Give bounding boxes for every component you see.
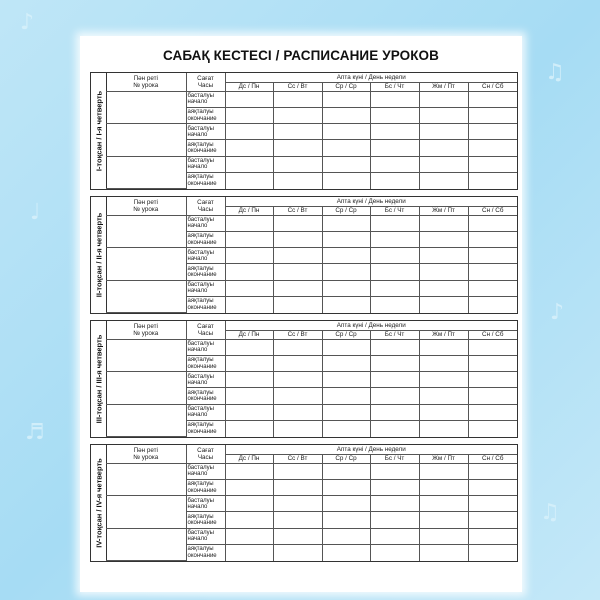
schedule-cell[interactable] [322, 248, 370, 264]
time-label-ru: начало [187, 536, 208, 543]
schedule-cell[interactable] [225, 339, 273, 355]
quarter-label [91, 445, 107, 561]
schedule-cell[interactable] [322, 264, 370, 280]
header-text: Пән реті [133, 198, 158, 206]
schedule-cell[interactable] [370, 355, 419, 371]
end-time-label [186, 296, 225, 312]
schedule-cell[interactable] [225, 140, 273, 156]
schedule-cell[interactable] [419, 355, 468, 371]
schedule-cell[interactable] [419, 496, 468, 512]
schedule-cell[interactable] [370, 264, 419, 280]
start-time-label [186, 339, 225, 355]
schedule-cell[interactable] [370, 124, 419, 140]
time-label-kz: басталуы [187, 217, 214, 224]
schedule-cell[interactable] [468, 107, 517, 123]
hours-header [186, 321, 225, 339]
schedule-cell[interactable] [225, 496, 273, 512]
schedule-cell[interactable] [273, 231, 322, 247]
schedule-cell[interactable] [419, 372, 468, 388]
start-time-label [186, 463, 225, 479]
schedule-cell[interactable] [322, 355, 370, 371]
header-text: Сағат [197, 322, 214, 330]
day-header: Дс / Пн [225, 82, 273, 91]
lesson-number-cell[interactable] [106, 248, 186, 280]
start-time-label [186, 404, 225, 420]
header-text: Сағат [197, 198, 214, 206]
end-time-label [186, 107, 225, 123]
schedule-cell[interactable] [273, 248, 322, 264]
time-label-kz: аяқталуы [187, 513, 214, 520]
time-label-kz: басталуы [187, 465, 214, 472]
header-text: Пән реті [133, 322, 158, 330]
schedule-cell[interactable] [273, 388, 322, 404]
schedule-cell[interactable] [322, 420, 370, 436]
schedule-cell[interactable] [273, 124, 322, 140]
schedule-cell[interactable] [370, 463, 419, 479]
header-text: № урока [133, 205, 159, 213]
schedule-cell[interactable] [419, 280, 468, 296]
time-label-ru: окончание [187, 395, 217, 402]
lesson-number-cell[interactable] [106, 124, 186, 156]
schedule-cell[interactable] [370, 404, 419, 420]
schedule-cell[interactable] [273, 156, 322, 172]
schedule-cell[interactable] [370, 215, 419, 231]
schedule-cell[interactable] [419, 248, 468, 264]
start-time-label [186, 280, 225, 296]
day-header: Ср / Ср [322, 82, 370, 91]
schedule-cell[interactable] [468, 231, 517, 247]
schedule-cell[interactable] [419, 215, 468, 231]
schedule-cell[interactable] [468, 355, 517, 371]
quarter-label [91, 321, 107, 437]
time-label-kz: аяқталуы [187, 265, 214, 272]
schedule-cell[interactable] [419, 296, 468, 312]
quarter-block-1 [90, 72, 518, 190]
schedule-cell[interactable] [273, 372, 322, 388]
time-label-ru: окончание [187, 552, 217, 559]
schedule-cell[interactable] [225, 156, 273, 172]
quarter-label-text: I-тоқсан / I-я четверть [94, 90, 103, 172]
day-header: Сн / Сб [468, 82, 517, 91]
schedule-cell[interactable] [468, 528, 517, 544]
time-label-kz: аяқталуы [187, 546, 214, 553]
schedule-cell[interactable] [419, 420, 468, 436]
time-label-kz: басталуы [187, 497, 214, 504]
schedule-cell[interactable] [468, 156, 517, 172]
schedule-cell[interactable] [322, 156, 370, 172]
time-label-kz: басталуы [187, 249, 214, 256]
lesson-number-header [106, 73, 186, 91]
time-label-kz: басталуы [187, 157, 214, 164]
schedule-cell[interactable] [322, 372, 370, 388]
time-label-ru: окончание [187, 428, 217, 435]
quarter-label-text: IV-тоқсан / IV-я четверть [94, 458, 103, 548]
schedule-cell[interactable] [370, 248, 419, 264]
schedule-cell[interactable] [225, 355, 273, 371]
day-header: Бс / Чт [370, 82, 419, 91]
time-label-kz: басталуы [187, 529, 214, 536]
schedule-cell[interactable] [225, 372, 273, 388]
schedule-cell[interactable] [370, 140, 419, 156]
schedule-cell[interactable] [322, 528, 370, 544]
schedule-cell[interactable] [273, 339, 322, 355]
schedule-cell[interactable] [370, 528, 419, 544]
day-header: Ср / Ср [322, 206, 370, 215]
schedule-cell[interactable] [419, 339, 468, 355]
time-label-kz: басталуы [187, 281, 214, 288]
schedule-cell[interactable] [370, 388, 419, 404]
time-label-ru: начало [187, 164, 208, 171]
header-text: Часы [197, 453, 214, 461]
time-label-ru: начало [187, 503, 208, 510]
lesson-number-cell[interactable] [106, 528, 186, 560]
schedule-table [106, 73, 517, 189]
day-header: Сс / Вт [273, 206, 322, 215]
start-time-label [186, 124, 225, 140]
quarter-label [91, 197, 107, 313]
day-header: Сс / Вт [273, 330, 322, 339]
header-text: Часы [197, 329, 214, 337]
schedule-cell[interactable] [468, 404, 517, 420]
end-time-label [186, 479, 225, 495]
quarter-label-text: III-тоқсан / III-я четверть [94, 334, 103, 424]
start-time-label [186, 248, 225, 264]
time-label-ru: окончание [187, 487, 217, 494]
schedule-cell[interactable] [419, 172, 468, 188]
schedule-cell[interactable] [370, 372, 419, 388]
schedule-cell[interactable] [322, 463, 370, 479]
schedule-cell[interactable] [322, 91, 370, 107]
quarter-label-text: II-тоқсан / II-я четверть [94, 212, 103, 298]
schedule-cell[interactable] [273, 264, 322, 280]
day-header: Жм / Пт [419, 82, 468, 91]
schedule-cell[interactable] [419, 528, 468, 544]
day-header: Дс / Пн [225, 330, 273, 339]
schedule-cell[interactable] [419, 264, 468, 280]
day-header: Дс / Пн [225, 206, 273, 215]
weekday-header: Апта күні / День недели [225, 321, 517, 330]
schedule-cell[interactable] [322, 280, 370, 296]
lesson-number-header [106, 445, 186, 463]
schedule-cell[interactable] [468, 124, 517, 140]
schedule-cell[interactable] [322, 215, 370, 231]
time-label-ru: начало [187, 131, 208, 138]
start-time-label [186, 496, 225, 512]
schedule-cell[interactable] [322, 544, 370, 560]
schedule-cell[interactable] [370, 231, 419, 247]
schedule-table [106, 445, 517, 561]
schedule-cell[interactable] [370, 107, 419, 123]
schedule-cell[interactable] [273, 404, 322, 420]
schedule-cell[interactable] [322, 404, 370, 420]
lesson-number-cell[interactable] [106, 156, 186, 188]
time-label-ru: окончание [187, 147, 217, 154]
lesson-number-cell[interactable] [106, 496, 186, 528]
time-label-kz: аяқталуы [187, 174, 214, 181]
schedule-cell[interactable] [370, 512, 419, 528]
schedule-cell[interactable] [273, 479, 322, 495]
header-text: Пән реті [133, 74, 158, 82]
schedule-cell[interactable] [419, 156, 468, 172]
time-label-kz: аяқталуы [187, 422, 214, 429]
time-label-kz: аяқталуы [187, 357, 214, 364]
schedule-cell[interactable] [225, 296, 273, 312]
schedule-cell[interactable] [419, 231, 468, 247]
lesson-number-cell[interactable] [106, 280, 186, 312]
schedule-cell[interactable] [322, 296, 370, 312]
lesson-number-header [106, 321, 186, 339]
schedule-cell[interactable] [370, 172, 419, 188]
header-text: Сағат [197, 446, 214, 454]
schedule-cell[interactable] [419, 463, 468, 479]
time-label-kz: басталуы [187, 405, 214, 412]
schedule-cell[interactable] [273, 280, 322, 296]
schedule-cell[interactable] [225, 264, 273, 280]
end-time-label [186, 264, 225, 280]
schedule-cell[interactable] [322, 172, 370, 188]
schedule-cell[interactable] [225, 544, 273, 560]
schedule-cell[interactable] [273, 91, 322, 107]
header-text: № урока [133, 453, 159, 461]
schedule-cell[interactable] [322, 124, 370, 140]
schedule-cell[interactable] [370, 479, 419, 495]
hours-header [186, 445, 225, 463]
time-label-kz: аяқталуы [187, 233, 214, 240]
day-header: Бс / Чт [370, 206, 419, 215]
day-header: Ср / Ср [322, 454, 370, 463]
schedule-cell[interactable] [225, 107, 273, 123]
schedule-cell[interactable] [273, 463, 322, 479]
quarter-block-3 [90, 320, 518, 438]
start-time-label [186, 91, 225, 107]
schedule-cell[interactable] [468, 339, 517, 355]
schedule-cell[interactable] [468, 388, 517, 404]
schedule-cell[interactable] [273, 296, 322, 312]
lesson-number-cell[interactable] [106, 215, 186, 247]
day-header: Дс / Пн [225, 454, 273, 463]
time-label-ru: окончание [187, 115, 217, 122]
schedule-sheet [80, 36, 522, 592]
schedule-cell[interactable] [225, 404, 273, 420]
schedule-cell[interactable] [225, 248, 273, 264]
day-header: Жм / Пт [419, 206, 468, 215]
schedule-cell[interactable] [273, 355, 322, 371]
schedule-cell[interactable] [468, 215, 517, 231]
time-label-ru: начало [187, 471, 208, 478]
schedule-cell[interactable] [468, 248, 517, 264]
lesson-number-header [106, 197, 186, 215]
lesson-number-cell[interactable] [106, 339, 186, 371]
schedule-cell[interactable] [225, 512, 273, 528]
schedule-cell[interactable] [468, 91, 517, 107]
schedule-cell[interactable] [322, 339, 370, 355]
schedule-cell[interactable] [468, 420, 517, 436]
time-label-ru: окончание [187, 519, 217, 526]
schedule-cell[interactable] [273, 172, 322, 188]
schedule-cell[interactable] [322, 512, 370, 528]
schedule-cell[interactable] [370, 280, 419, 296]
time-label-ru: начало [187, 99, 208, 106]
page-title: САБАҚ КЕСТЕСІ / РАСПИСАНИЕ УРОКОВ [162, 48, 440, 63]
hours-header [186, 73, 225, 91]
time-label-ru: начало [187, 255, 208, 262]
lesson-number-cell[interactable] [106, 463, 186, 495]
schedule-cell[interactable] [370, 496, 419, 512]
header-text: Пән реті [133, 446, 158, 454]
schedule-cell[interactable] [468, 296, 517, 312]
schedule-cell[interactable] [322, 107, 370, 123]
schedule-cell[interactable] [225, 172, 273, 188]
schedule-cell[interactable] [419, 404, 468, 420]
time-label-ru: начало [187, 347, 208, 354]
time-label-ru: окончание [187, 239, 217, 246]
time-label-kz: аяқталуы [187, 298, 214, 305]
schedule-cell[interactable] [468, 496, 517, 512]
schedule-cell[interactable] [273, 512, 322, 528]
start-time-label [186, 215, 225, 231]
header-text: Часы [197, 205, 214, 213]
hours-header [186, 197, 225, 215]
header-text: № урока [133, 329, 159, 337]
quarter-label [91, 73, 107, 189]
day-header: Жм / Пт [419, 330, 468, 339]
end-time-label [186, 512, 225, 528]
schedule-cell[interactable] [322, 388, 370, 404]
time-label-kz: аяқталуы [187, 141, 214, 148]
schedule-cell[interactable] [419, 479, 468, 495]
schedule-cell[interactable] [468, 264, 517, 280]
schedule-cell[interactable] [225, 124, 273, 140]
schedule-cell[interactable] [225, 231, 273, 247]
schedule-cell[interactable] [322, 140, 370, 156]
schedule-cell[interactable] [322, 479, 370, 495]
schedule-cell[interactable] [468, 280, 517, 296]
schedule-cell[interactable] [322, 231, 370, 247]
schedule-cell[interactable] [273, 140, 322, 156]
day-header: Сс / Вт [273, 454, 322, 463]
schedule-cell[interactable] [273, 420, 322, 436]
schedule-cell[interactable] [273, 215, 322, 231]
time-label-kz: басталуы [187, 341, 214, 348]
schedule-table [106, 197, 517, 313]
quarter-block-2 [90, 196, 518, 314]
day-header: Жм / Пт [419, 454, 468, 463]
schedule-cell[interactable] [370, 156, 419, 172]
schedule-cell[interactable] [419, 107, 468, 123]
time-label-ru: начало [187, 412, 208, 419]
schedule-cell[interactable] [468, 463, 517, 479]
schedule-cell[interactable] [468, 544, 517, 560]
time-label-kz: басталуы [187, 93, 214, 100]
schedule-cell[interactable] [419, 124, 468, 140]
schedule-cell[interactable] [225, 528, 273, 544]
schedule-cell[interactable] [468, 140, 517, 156]
schedule-cell[interactable] [468, 372, 517, 388]
lesson-number-cell[interactable] [106, 404, 186, 436]
time-label-ru: начало [187, 379, 208, 386]
end-time-label [186, 172, 225, 188]
schedule-table [106, 321, 517, 437]
end-time-label [186, 388, 225, 404]
schedule-cell[interactable] [225, 463, 273, 479]
weekday-header: Апта күні / День недели [225, 73, 517, 82]
schedule-cell[interactable] [225, 91, 273, 107]
time-label-ru: начало [187, 288, 208, 295]
schedule-cell[interactable] [468, 479, 517, 495]
weekday-header: Апта күні / День недели [225, 197, 517, 206]
schedule-cell[interactable] [225, 420, 273, 436]
schedule-cell[interactable] [225, 479, 273, 495]
end-time-label [186, 355, 225, 371]
end-time-label [186, 140, 225, 156]
time-label-kz: аяқталуы [187, 389, 214, 396]
schedule-cell[interactable] [468, 172, 517, 188]
schedule-cell[interactable] [370, 420, 419, 436]
day-header: Сн / Сб [468, 206, 517, 215]
schedule-cell[interactable] [419, 91, 468, 107]
schedule-cell[interactable] [419, 388, 468, 404]
schedule-cell[interactable] [225, 280, 273, 296]
time-label-ru: окончание [187, 304, 217, 311]
schedule-cell[interactable] [419, 512, 468, 528]
day-header: Сн / Сб [468, 454, 517, 463]
schedule-cell[interactable] [273, 107, 322, 123]
time-label-kz: басталуы [187, 373, 214, 380]
lesson-number-cell[interactable] [106, 91, 186, 123]
schedule-cell[interactable] [273, 496, 322, 512]
time-label-ru: окончание [187, 363, 217, 370]
weekday-header: Апта күні / День недели [225, 445, 517, 454]
schedule-cell[interactable] [225, 388, 273, 404]
quarter-block-4 [90, 444, 518, 562]
time-label-kz: аяқталуы [187, 109, 214, 116]
day-header: Ср / Ср [322, 330, 370, 339]
lesson-number-cell[interactable] [106, 372, 186, 404]
schedule-cell[interactable] [419, 544, 468, 560]
day-header: Бс / Чт [370, 330, 419, 339]
schedule-cell[interactable] [273, 544, 322, 560]
schedule-cell[interactable] [370, 296, 419, 312]
end-time-label [186, 544, 225, 560]
start-time-label [186, 156, 225, 172]
header-text: Сағат [197, 74, 214, 82]
time-label-ru: начало [187, 223, 208, 230]
day-header: Сс / Вт [273, 82, 322, 91]
schedule-cell[interactable] [225, 215, 273, 231]
start-time-label [186, 372, 225, 388]
schedule-cell[interactable] [273, 528, 322, 544]
day-header: Сн / Сб [468, 330, 517, 339]
header-text: Часы [197, 81, 214, 89]
day-header: Бс / Чт [370, 454, 419, 463]
start-time-label [186, 528, 225, 544]
schedule-cell[interactable] [468, 512, 517, 528]
time-label-kz: аяқталуы [187, 481, 214, 488]
time-label-ru: окончание [187, 271, 217, 278]
schedule-cell[interactable] [370, 339, 419, 355]
time-label-ru: окончание [187, 180, 217, 187]
time-label-kz: басталуы [187, 125, 214, 132]
schedule-cell[interactable] [419, 140, 468, 156]
header-text: № урока [133, 81, 159, 89]
schedule-cell[interactable] [322, 496, 370, 512]
schedule-cell[interactable] [370, 91, 419, 107]
end-time-label [186, 420, 225, 436]
end-time-label [186, 231, 225, 247]
schedule-cell[interactable] [370, 544, 419, 560]
